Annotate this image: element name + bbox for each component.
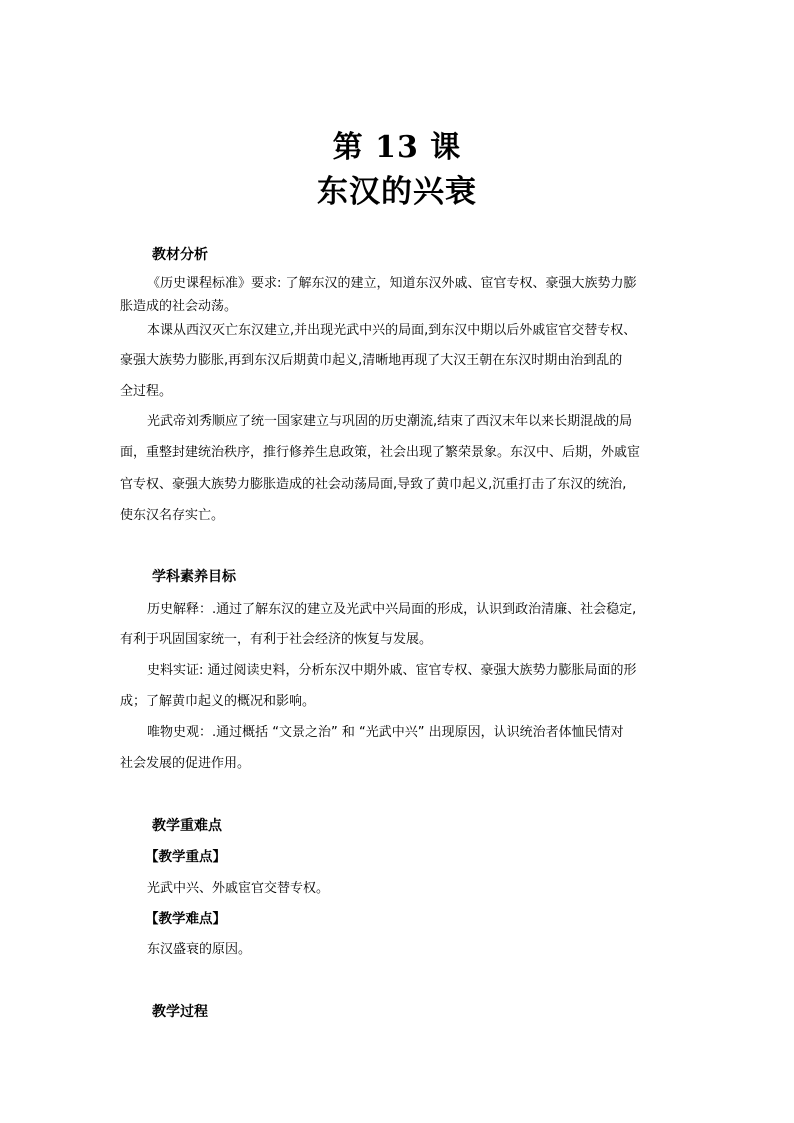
- objectives-line: 有利于巩固国家统一，有利于社会经济的恢复与发展。: [120, 632, 433, 647]
- lesson-number: 第 13 课: [332, 130, 462, 165]
- analysis-line: 使东汉名存实亡。: [120, 508, 225, 523]
- difficulty-label: 【教学难点】: [145, 911, 226, 927]
- analysis-line: 官专权、豪强大族势力膨胀造成的社会动荡局面,导致了黄巾起义,沉重打击了东汉的统治,: [120, 477, 627, 492]
- analysis-line: 光武帝刘秀顺应了统一国家建立与巩固的历史潮流,结束了西汉末年以来长期混战的局: [147, 414, 633, 429]
- analysis-line: 本课从西汉灭亡东汉建立,并出现光武中兴的局面,到东汉中期以后外戚宦官交替专权、: [147, 323, 637, 338]
- lesson-title: 东汉的兴衰: [317, 174, 477, 210]
- objectives-line: 唯物史观：.通过概括 “文景之治” 和 “光武中兴” 出现原因，认识统治者体恤民情对: [147, 725, 624, 740]
- objectives-line: 历史解释：.通过了解东汉的建立及光武中兴局面的形成，认识到政治清廉、社会稳定,: [147, 602, 637, 617]
- objectives-line: 史料实证: 通过阅读史料，分析东汉中期外戚、宦官专权、豪强大族势力膨胀局面的形: [147, 663, 637, 678]
- difficulty-text: 东汉盛衰的原因。: [147, 942, 252, 957]
- objectives-line: 社会发展的促进作用。: [120, 756, 251, 771]
- focus-text: 光武中兴、外戚宦官交替专权。: [147, 881, 330, 896]
- analysis-line: 面，重整封建统治秩序，推行修养生息政策，社会出现了繁荣景象。东汉中、后期，外戚宦: [120, 445, 641, 460]
- objectives-line: 成；了解黄巾起义的概况和影响。: [120, 694, 316, 709]
- analysis-line: 《历史课程标准》要求: 了解东汉的建立，知道东汉外戚、宦官专权、豪强大族势力膨: [147, 276, 637, 291]
- analysis-line: 全过程。: [120, 384, 173, 399]
- focus-label: 【教学重点】: [145, 849, 226, 865]
- analysis-heading: 教材分析: [152, 247, 208, 263]
- objectives-heading: 学科素养目标: [152, 569, 236, 585]
- keypoints-heading: 教学重难点: [152, 818, 222, 834]
- analysis-line: 豪强大族势力膨胀,再到东汉后期黄巾起义,清晰地再现了大汉王朝在东汉时期由治到乱的: [120, 353, 623, 368]
- process-heading: 教学过程: [152, 1004, 208, 1020]
- analysis-line: 胀造成的社会动荡。: [120, 299, 238, 314]
